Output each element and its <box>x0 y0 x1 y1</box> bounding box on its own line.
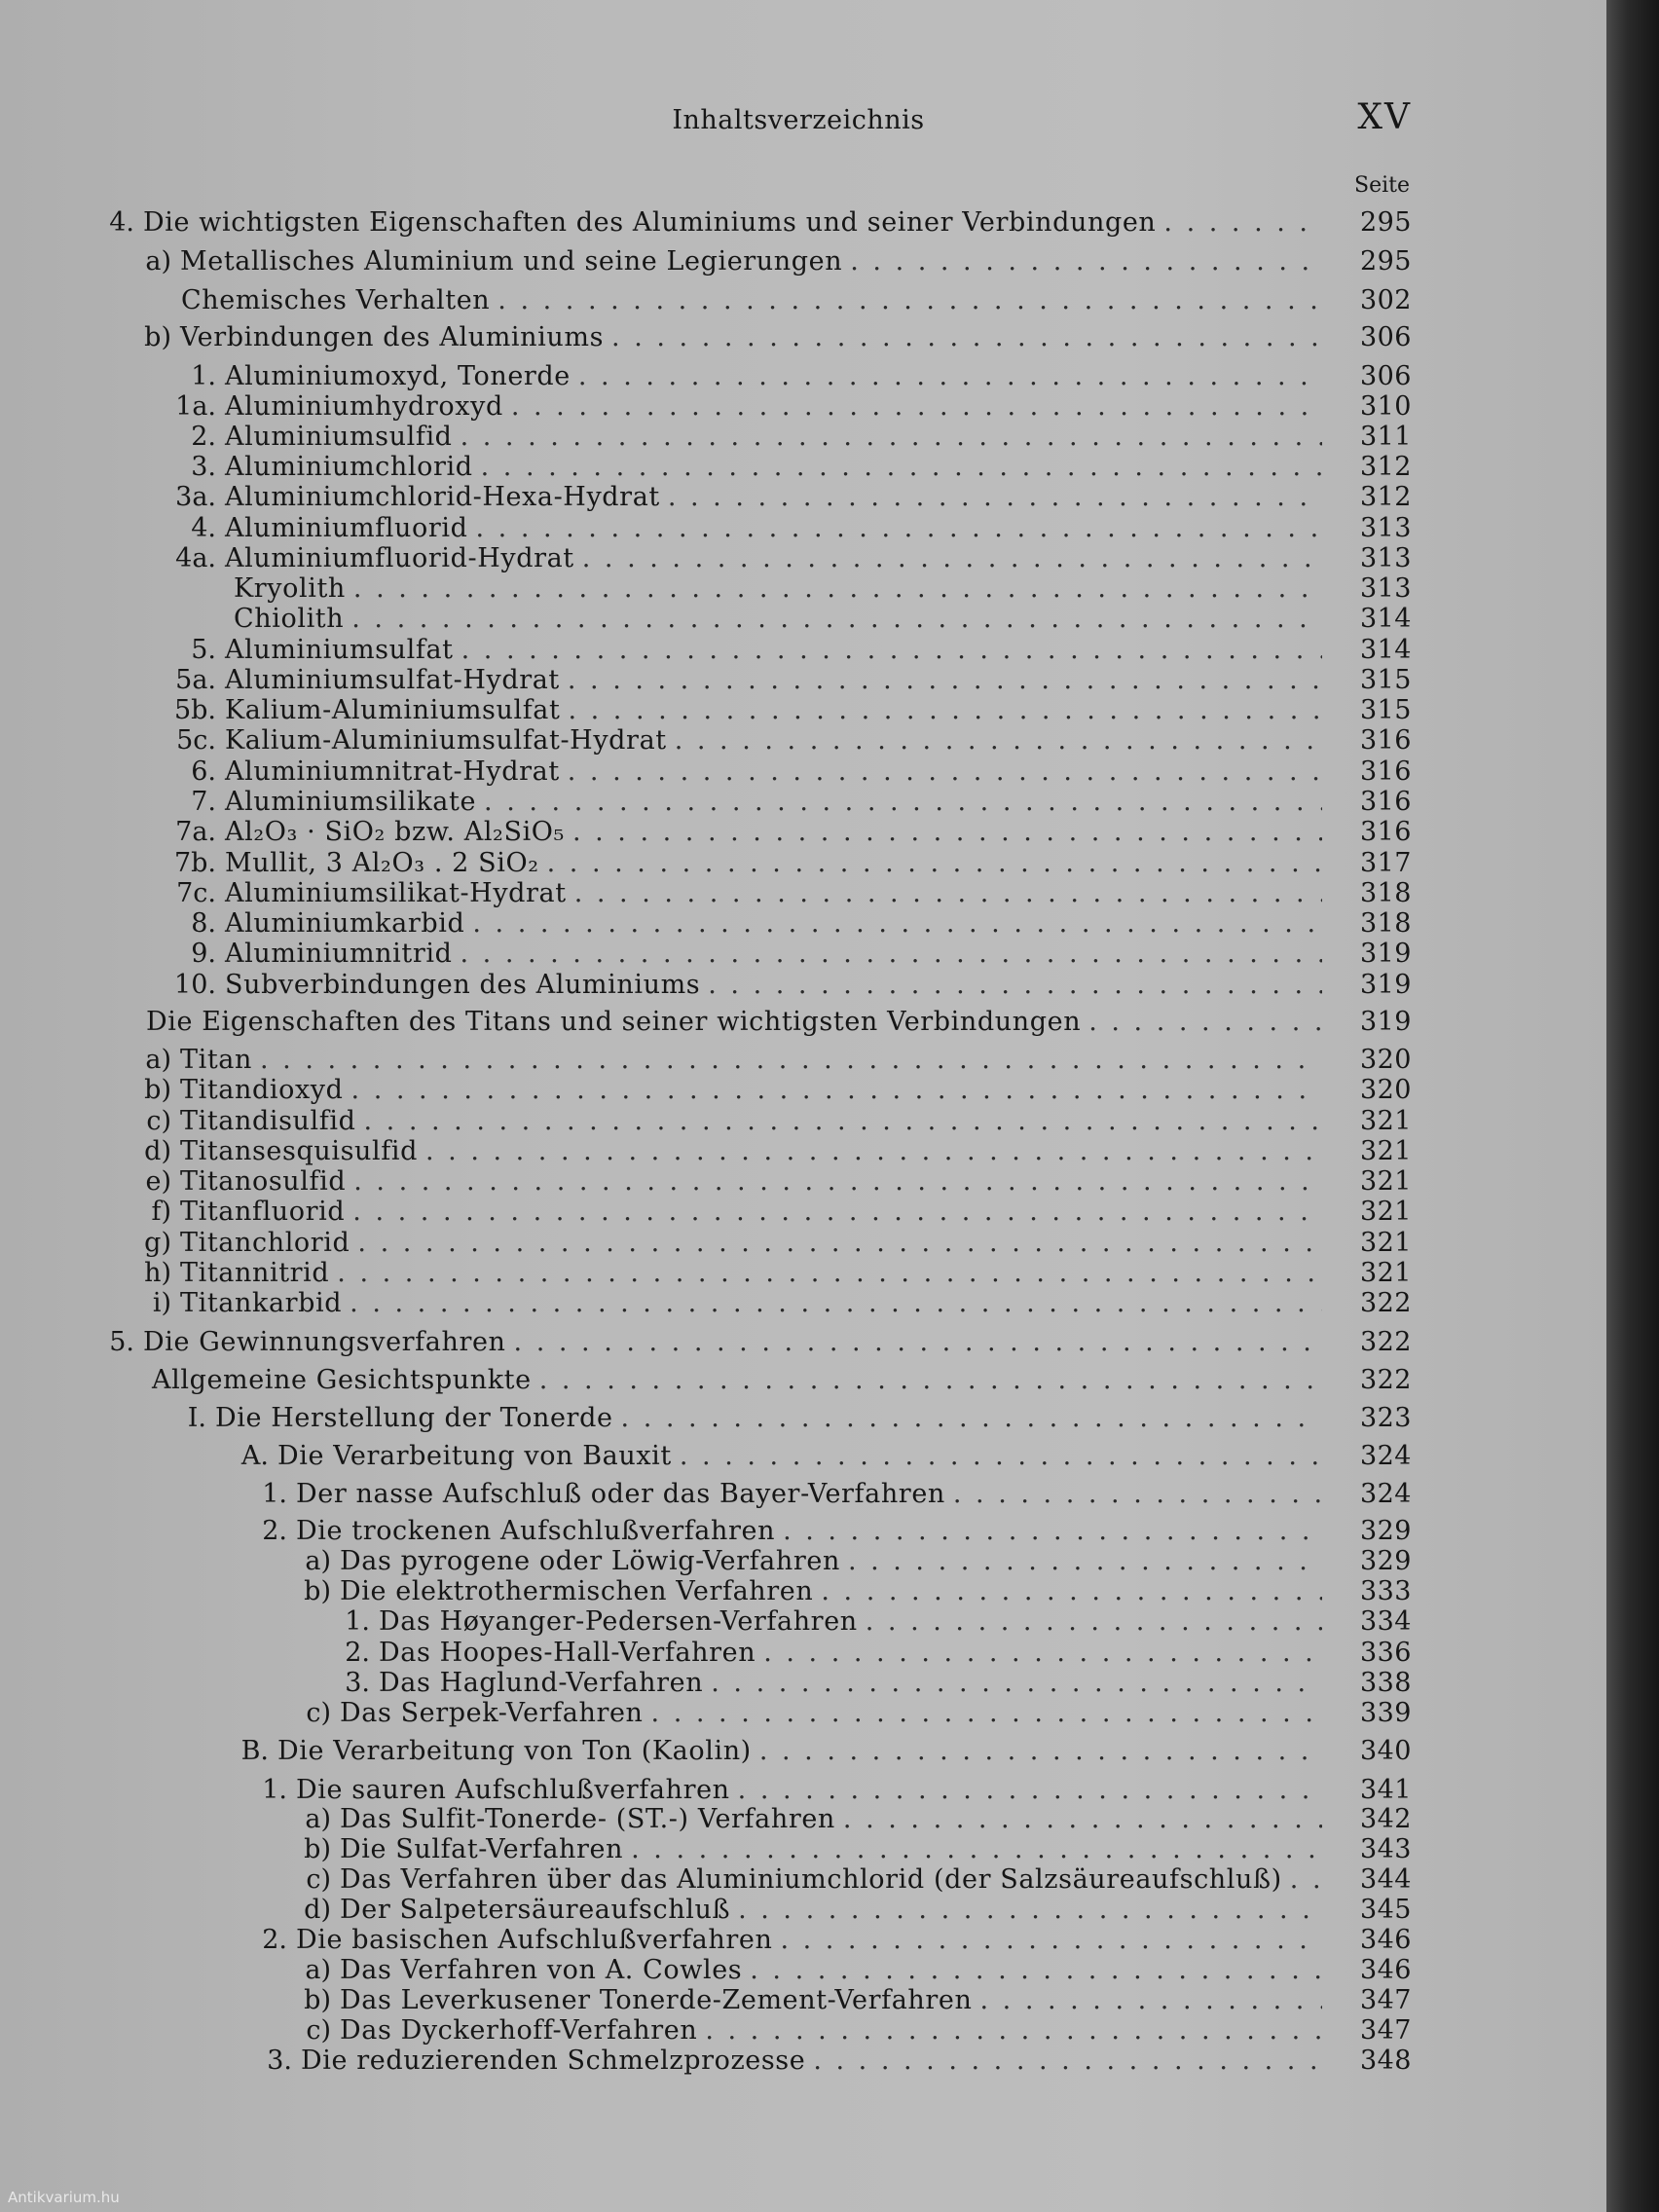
entry-title: Aluminiumsulfat <box>225 635 454 665</box>
entry-page: 306 <box>1359 361 1412 391</box>
entry-title: Metallisches Aluminium und seine Legierungen <box>180 246 843 276</box>
entry-number: 9. <box>191 939 216 969</box>
entry-number: d) <box>304 1895 331 1925</box>
entry-page: 316 <box>1359 756 1412 787</box>
entry-title: Aluminiumchlorid-Hexa-Hydrat <box>225 482 660 512</box>
entry-title: Aluminiumsulfid <box>225 422 453 452</box>
toc-entry <box>0 360 1412 393</box>
entry-title: Das Hoopes-Hall-Verfahren <box>379 1638 756 1668</box>
dot-leader <box>783 1515 1322 1548</box>
entry-number: 5c. <box>176 725 216 756</box>
entry-page: 320 <box>1359 1075 1412 1105</box>
entry-page: 316 <box>1359 725 1412 756</box>
entry-page: 319 <box>1359 939 1412 969</box>
entry-title: Allgemeine Gesichtspunkte <box>152 1365 532 1395</box>
toc-entry <box>0 206 1412 240</box>
page-number: XV <box>1357 97 1412 137</box>
dot-leader <box>350 1287 1322 1320</box>
entry-page: 322 <box>1359 1365 1412 1395</box>
entry-title: Die reduzierenden Schmelzprozesse <box>301 2046 806 2076</box>
dot-leader <box>1163 206 1322 240</box>
entry-number: 7. <box>191 787 216 817</box>
dot-leader <box>1290 1863 1322 1897</box>
toc-entry <box>0 1196 1412 1229</box>
entry-page: 310 <box>1359 391 1412 422</box>
entry-page: 338 <box>1359 1668 1412 1698</box>
entry-title: Verbindungen des Aluminiums <box>180 322 605 352</box>
entry-title: Das Serpek-Verfahren <box>340 1698 644 1728</box>
dot-leader <box>780 1924 1322 1957</box>
entry-page: 321 <box>1359 1258 1412 1288</box>
entry-page: 313 <box>1359 543 1412 573</box>
toc-entry <box>0 1697 1412 1730</box>
entry-page: 345 <box>1359 1895 1412 1925</box>
dot-leader <box>511 390 1322 424</box>
dot-leader <box>621 1402 1322 1435</box>
toc-entry <box>0 664 1412 697</box>
entry-page: 348 <box>1359 2046 1412 2076</box>
entry-number: 3a. <box>175 482 216 512</box>
toc-entry <box>0 786 1412 819</box>
dot-leader <box>461 634 1322 667</box>
toc-entry <box>0 1575 1412 1608</box>
entry-page: 329 <box>1359 1516 1412 1546</box>
entry-title: Aluminiumnitrid <box>225 939 453 969</box>
entry-number: 7a. <box>175 817 216 847</box>
entry-number: 4. <box>109 207 134 238</box>
dot-leader <box>481 451 1322 484</box>
toc-entry <box>0 634 1412 667</box>
entry-title: Titannitrid <box>180 1258 330 1288</box>
entry-title: Aluminiumkarbid <box>225 908 465 939</box>
toc-entry <box>0 390 1412 424</box>
entry-number: I. <box>187 1403 206 1433</box>
entry-page: 316 <box>1359 817 1412 847</box>
dot-leader <box>738 1774 1322 1807</box>
toc-entry <box>0 321 1412 354</box>
entry-title: Titanfluorid <box>180 1197 346 1227</box>
dot-leader <box>848 1545 1322 1578</box>
dot-leader <box>979 1984 1322 2017</box>
entry-title: Al₂O₃ · SiO₂ bzw. Al₂SiO₅ <box>225 817 565 847</box>
dot-leader <box>750 1954 1322 1987</box>
watermark: Antikvarium.hu <box>8 2189 120 2206</box>
dot-leader <box>631 1833 1322 1866</box>
entry-number: 1. <box>262 1479 287 1509</box>
toc-entry <box>0 284 1412 317</box>
toc-entry <box>0 1227 1412 1260</box>
dot-leader <box>353 572 1322 606</box>
toc-entry <box>0 1803 1412 1836</box>
entry-title: Aluminiumfluorid-Hydrat <box>225 543 574 573</box>
entry-page: 341 <box>1359 1775 1412 1805</box>
entry-number: a) <box>305 1804 331 1834</box>
entry-number: 5a. <box>175 665 216 695</box>
toc-entry <box>0 1833 1412 1866</box>
entry-number: i) <box>152 1288 171 1318</box>
toc-entry <box>0 1984 1412 2017</box>
entry-title: Titanchlorid <box>180 1228 350 1258</box>
entry-page: 347 <box>1359 2015 1412 2046</box>
dot-leader <box>568 756 1322 789</box>
dot-leader <box>484 786 1322 819</box>
entry-page: 315 <box>1359 665 1412 695</box>
entry-page: 321 <box>1359 1136 1412 1166</box>
entry-title: Aluminiumsilikat-Hydrat <box>225 878 567 908</box>
dot-leader <box>578 360 1322 393</box>
entry-number: 1. <box>262 1775 287 1805</box>
toc-entry <box>0 1135 1412 1168</box>
entry-page: 313 <box>1359 513 1412 543</box>
entry-title: Aluminiumsilikate <box>225 787 477 817</box>
dot-leader <box>425 1135 1322 1168</box>
entry-title: Chemisches Verhalten <box>181 285 491 315</box>
entry-title: Der Salpetersäureaufschluß <box>340 1895 731 1925</box>
dot-leader <box>763 1637 1322 1670</box>
entry-number: a) <box>305 1955 331 1985</box>
dot-leader <box>813 2045 1322 2078</box>
entry-number: A. <box>240 1441 269 1471</box>
entry-title: Das pyrogene oder Löwig-Verfahren <box>340 1546 840 1576</box>
toc-entry <box>0 1894 1412 1927</box>
entry-number: 3. <box>267 2046 292 2076</box>
entry-number: c) <box>306 2015 331 2046</box>
entry-page: 312 <box>1359 452 1412 482</box>
entry-page: 329 <box>1359 1546 1412 1576</box>
entry-number: c) <box>306 1698 331 1728</box>
entry-number: 7c. <box>176 878 216 908</box>
toc-entry <box>0 572 1412 606</box>
entry-page: 321 <box>1359 1197 1412 1227</box>
dot-leader <box>675 724 1322 757</box>
entry-title: Das Verfahren von A. Cowles <box>340 1955 743 1985</box>
entry-page: 346 <box>1359 1925 1412 1955</box>
entry-number: b) <box>144 322 171 352</box>
toc-entry <box>0 816 1412 849</box>
toc-entry <box>0 542 1412 575</box>
entry-title: Titan <box>180 1045 252 1075</box>
entry-page: 317 <box>1359 848 1412 878</box>
toc-entry <box>0 1735 1412 1768</box>
entry-page: 343 <box>1359 1834 1412 1864</box>
toc-entry <box>0 1667 1412 1700</box>
entry-number: 1. <box>345 1606 370 1637</box>
entry-number: 8. <box>191 908 216 939</box>
toc-entry <box>0 481 1412 514</box>
entry-title: Das Høyanger-Pedersen-Verfahren <box>379 1606 858 1637</box>
entry-page: 336 <box>1359 1638 1412 1668</box>
dot-leader <box>850 245 1322 278</box>
entry-number: a) <box>145 246 171 276</box>
entry-page: 324 <box>1359 1441 1412 1471</box>
dot-leader <box>472 907 1322 940</box>
entry-title: Titandioxyd <box>180 1075 344 1105</box>
entry-page: 340 <box>1359 1736 1412 1766</box>
toc-entry <box>0 1637 1412 1670</box>
entry-number: 10. <box>174 970 216 1000</box>
running-title: Inhaltsverzeichnis <box>672 105 925 135</box>
entry-number: 4a. <box>175 543 216 573</box>
entry-page: 316 <box>1359 787 1412 817</box>
toc-entry <box>0 1364 1412 1397</box>
toc-entry <box>0 1954 1412 1987</box>
entry-page: 295 <box>1359 207 1412 238</box>
entry-number: b) <box>144 1075 171 1105</box>
entry-title: Die Verarbeitung von Bauxit <box>277 1441 672 1471</box>
entry-page: 322 <box>1359 1288 1412 1318</box>
entry-title: Titanosulfid <box>180 1166 347 1197</box>
dot-leader <box>821 1575 1322 1608</box>
toc-entry <box>0 907 1412 940</box>
dot-leader <box>708 969 1322 1002</box>
entry-title: Das Haglund-Verfahren <box>379 1668 704 1698</box>
toc-entry <box>0 1440 1412 1473</box>
dot-leader <box>680 1440 1322 1473</box>
toc-entry <box>0 724 1412 757</box>
toc-entry <box>0 2045 1412 2078</box>
entry-title: Kryolith <box>234 573 346 604</box>
toc-entry <box>0 1006 1412 1039</box>
entry-number: a) <box>145 1045 171 1075</box>
entry-title: Titankarbid <box>180 1288 343 1318</box>
dot-leader <box>568 664 1322 697</box>
dot-leader <box>337 1257 1322 1290</box>
entry-number: d) <box>144 1136 171 1166</box>
entry-page: 334 <box>1359 1606 1412 1637</box>
entry-number: 6. <box>191 756 216 787</box>
dot-leader <box>759 1735 1322 1768</box>
toc-entry <box>0 1774 1412 1807</box>
entry-title: Das Dyckerhoff-Verfahren <box>340 2015 698 2046</box>
toc-entry <box>0 603 1412 636</box>
dot-leader <box>460 938 1322 971</box>
entry-page: 311 <box>1359 422 1412 452</box>
toc-entry <box>0 1105 1412 1138</box>
dot-leader <box>475 512 1322 545</box>
entry-number: 2. <box>191 422 216 452</box>
entry-page: 321 <box>1359 1166 1412 1197</box>
dot-leader <box>668 481 1322 514</box>
entry-page: 322 <box>1359 1327 1412 1357</box>
dot-leader <box>547 847 1322 880</box>
entry-title: Aluminiumoxyd, Tonerde <box>225 361 571 391</box>
dot-leader <box>364 1105 1323 1138</box>
dot-leader <box>352 1196 1322 1229</box>
entry-number: 5b. <box>173 695 216 725</box>
entry-title: Kalium-Aluminiumsulfat-Hydrat <box>225 725 667 756</box>
toc-entry <box>0 1287 1412 1320</box>
entry-number: f) <box>151 1197 171 1227</box>
entry-title: Die Verarbeitung von Ton (Kaolin) <box>277 1736 752 1766</box>
toc-entry <box>0 1257 1412 1290</box>
dot-leader <box>568 694 1322 727</box>
entry-title: Kalium-Aluminiumsulfat <box>225 695 561 725</box>
toc-entry <box>0 2014 1412 2047</box>
entry-page: 319 <box>1359 1007 1412 1037</box>
entry-number: c) <box>146 1106 171 1136</box>
toc-entry <box>0 1074 1412 1107</box>
toc-entry <box>0 1515 1412 1548</box>
entry-title: Die elektrothermischen Verfahren <box>340 1576 814 1606</box>
entry-number: b) <box>304 1576 331 1606</box>
dot-leader <box>572 816 1322 849</box>
entry-title: Das Leverkusener Tonerde-Zement-Verfahren <box>340 1985 973 2015</box>
entry-title: Die Gewinnungsverfahren <box>143 1327 506 1357</box>
toc-entry <box>0 694 1412 727</box>
page-edge-shadow <box>1606 0 1659 2212</box>
toc-entry <box>0 421 1412 454</box>
entry-number: 3. <box>345 1668 370 1698</box>
dot-leader <box>514 1326 1322 1359</box>
entry-page: 321 <box>1359 1228 1412 1258</box>
dot-leader <box>711 1667 1322 1700</box>
entry-title: Aluminiumchlorid <box>225 452 473 482</box>
entry-page: 333 <box>1359 1576 1412 1606</box>
entry-page: 314 <box>1359 604 1412 634</box>
entry-page: 321 <box>1359 1106 1412 1136</box>
entry-title: Chiolith <box>234 604 345 634</box>
seite-column-label: Seite <box>1354 173 1410 198</box>
entry-title: Titandisulfid <box>180 1106 356 1136</box>
toc-entry <box>0 1924 1412 1957</box>
dot-leader <box>738 1894 1322 1927</box>
toc-entry <box>0 938 1412 971</box>
entry-page: 342 <box>1359 1804 1412 1834</box>
toc-entry <box>0 245 1412 278</box>
toc-entry <box>0 1863 1412 1897</box>
entry-page: 315 <box>1359 695 1412 725</box>
entry-title: Die trockenen Aufschlußverfahren <box>296 1516 776 1546</box>
entry-number: 7b. <box>173 848 216 878</box>
entry-title: Die basischen Aufschlußverfahren <box>296 1925 773 1955</box>
entry-title: Das Verfahren über das Aluminiumchlorid (der Salzsäureaufschluß) <box>340 1864 1282 1895</box>
entry-number: h) <box>144 1258 171 1288</box>
entry-title: Das Sulfit-Tonerde- (ST.-) Verfahren <box>340 1804 835 1834</box>
entry-page: 318 <box>1359 908 1412 939</box>
dot-leader <box>953 1478 1322 1511</box>
entry-number: c) <box>306 1864 331 1895</box>
entry-number: 4. <box>191 513 216 543</box>
entry-number: 5. <box>109 1327 134 1357</box>
entry-title: Die Herstellung der Tonerde <box>215 1403 613 1433</box>
toc-entry <box>0 1165 1412 1198</box>
toc-entry <box>0 969 1412 1002</box>
toc-entry <box>0 512 1412 545</box>
entry-number: g) <box>144 1228 171 1258</box>
dot-leader <box>353 1165 1322 1198</box>
toc-entry <box>0 1044 1412 1077</box>
dot-leader <box>651 1697 1322 1730</box>
toc-entry <box>0 847 1412 880</box>
entry-number: b) <box>304 1834 331 1864</box>
dot-leader <box>843 1803 1322 1836</box>
dot-leader <box>461 421 1322 454</box>
entry-title: Die sauren Aufschlußverfahren <box>296 1775 730 1805</box>
entry-title: Die Sulfat-Verfahren <box>340 1834 624 1864</box>
dot-leader <box>351 603 1322 636</box>
entry-page: 314 <box>1359 635 1412 665</box>
dot-leader <box>260 1044 1322 1077</box>
entry-number: B. <box>240 1736 269 1766</box>
entry-number: 2. <box>345 1638 370 1668</box>
entry-page: 347 <box>1359 1985 1412 2015</box>
entry-page: 302 <box>1359 285 1412 315</box>
entry-number: 2. <box>262 1925 287 1955</box>
entry-page: 346 <box>1359 1955 1412 1985</box>
entry-page: 295 <box>1359 246 1412 276</box>
entry-title: Die Eigenschaften des Titans und seiner wichtigsten Verbindungen <box>146 1007 1082 1037</box>
toc-entry <box>0 877 1412 910</box>
entry-page: 339 <box>1359 1698 1412 1728</box>
entry-number: 3. <box>191 452 216 482</box>
dot-leader <box>574 877 1322 910</box>
entry-page: 319 <box>1359 970 1412 1000</box>
dot-leader <box>582 542 1322 575</box>
entry-page: 323 <box>1359 1403 1412 1433</box>
dot-leader <box>705 2014 1322 2047</box>
entry-number: a) <box>305 1546 331 1576</box>
entry-page: 313 <box>1359 573 1412 604</box>
entry-number: b) <box>304 1985 331 2015</box>
dot-leader <box>539 1364 1322 1397</box>
entry-page: 344 <box>1359 1864 1412 1895</box>
dot-leader <box>1088 1006 1322 1039</box>
toc-entry <box>0 1478 1412 1511</box>
toc-entry <box>0 1545 1412 1578</box>
dot-leader <box>498 284 1322 317</box>
entry-page: 320 <box>1359 1045 1412 1075</box>
entry-title: Der nasse Aufschluß oder das Bayer-Verfahren <box>296 1479 945 1509</box>
entry-page: 324 <box>1359 1479 1412 1509</box>
dot-leader <box>357 1227 1322 1260</box>
entry-number: 1a. <box>175 391 216 422</box>
toc-entry <box>0 1605 1412 1639</box>
toc-entry <box>0 1402 1412 1435</box>
entry-title: Aluminiumfluorid <box>225 513 468 543</box>
entry-title: Aluminiumnitrat-Hydrat <box>225 756 560 787</box>
entry-number: 1. <box>191 361 216 391</box>
toc-entry <box>0 756 1412 789</box>
entry-number: e) <box>145 1166 171 1197</box>
entry-number: 5. <box>191 635 216 665</box>
toc-entry <box>0 1326 1412 1359</box>
entry-title: Die wichtigsten Eigenschaften des Aluminiums und seiner Verbindungen <box>143 207 1157 238</box>
dot-leader <box>351 1074 1322 1107</box>
entry-title: Aluminiumhydroxyd <box>225 391 503 422</box>
entry-title: Aluminiumsulfat-Hydrat <box>225 665 560 695</box>
entry-title: Titansesquisulfid <box>180 1136 418 1166</box>
dot-leader <box>866 1605 1322 1639</box>
entry-title: Subverbindungen des Aluminiums <box>225 970 701 1000</box>
entry-page: 312 <box>1359 482 1412 512</box>
entry-number: 2. <box>262 1516 287 1546</box>
entry-page: 306 <box>1359 322 1412 352</box>
dot-leader <box>611 321 1322 354</box>
entry-page: 318 <box>1359 878 1412 908</box>
entry-title: Mullit, 3 Al₂O₃ . 2 SiO₂ <box>225 848 539 878</box>
toc-entry <box>0 451 1412 484</box>
